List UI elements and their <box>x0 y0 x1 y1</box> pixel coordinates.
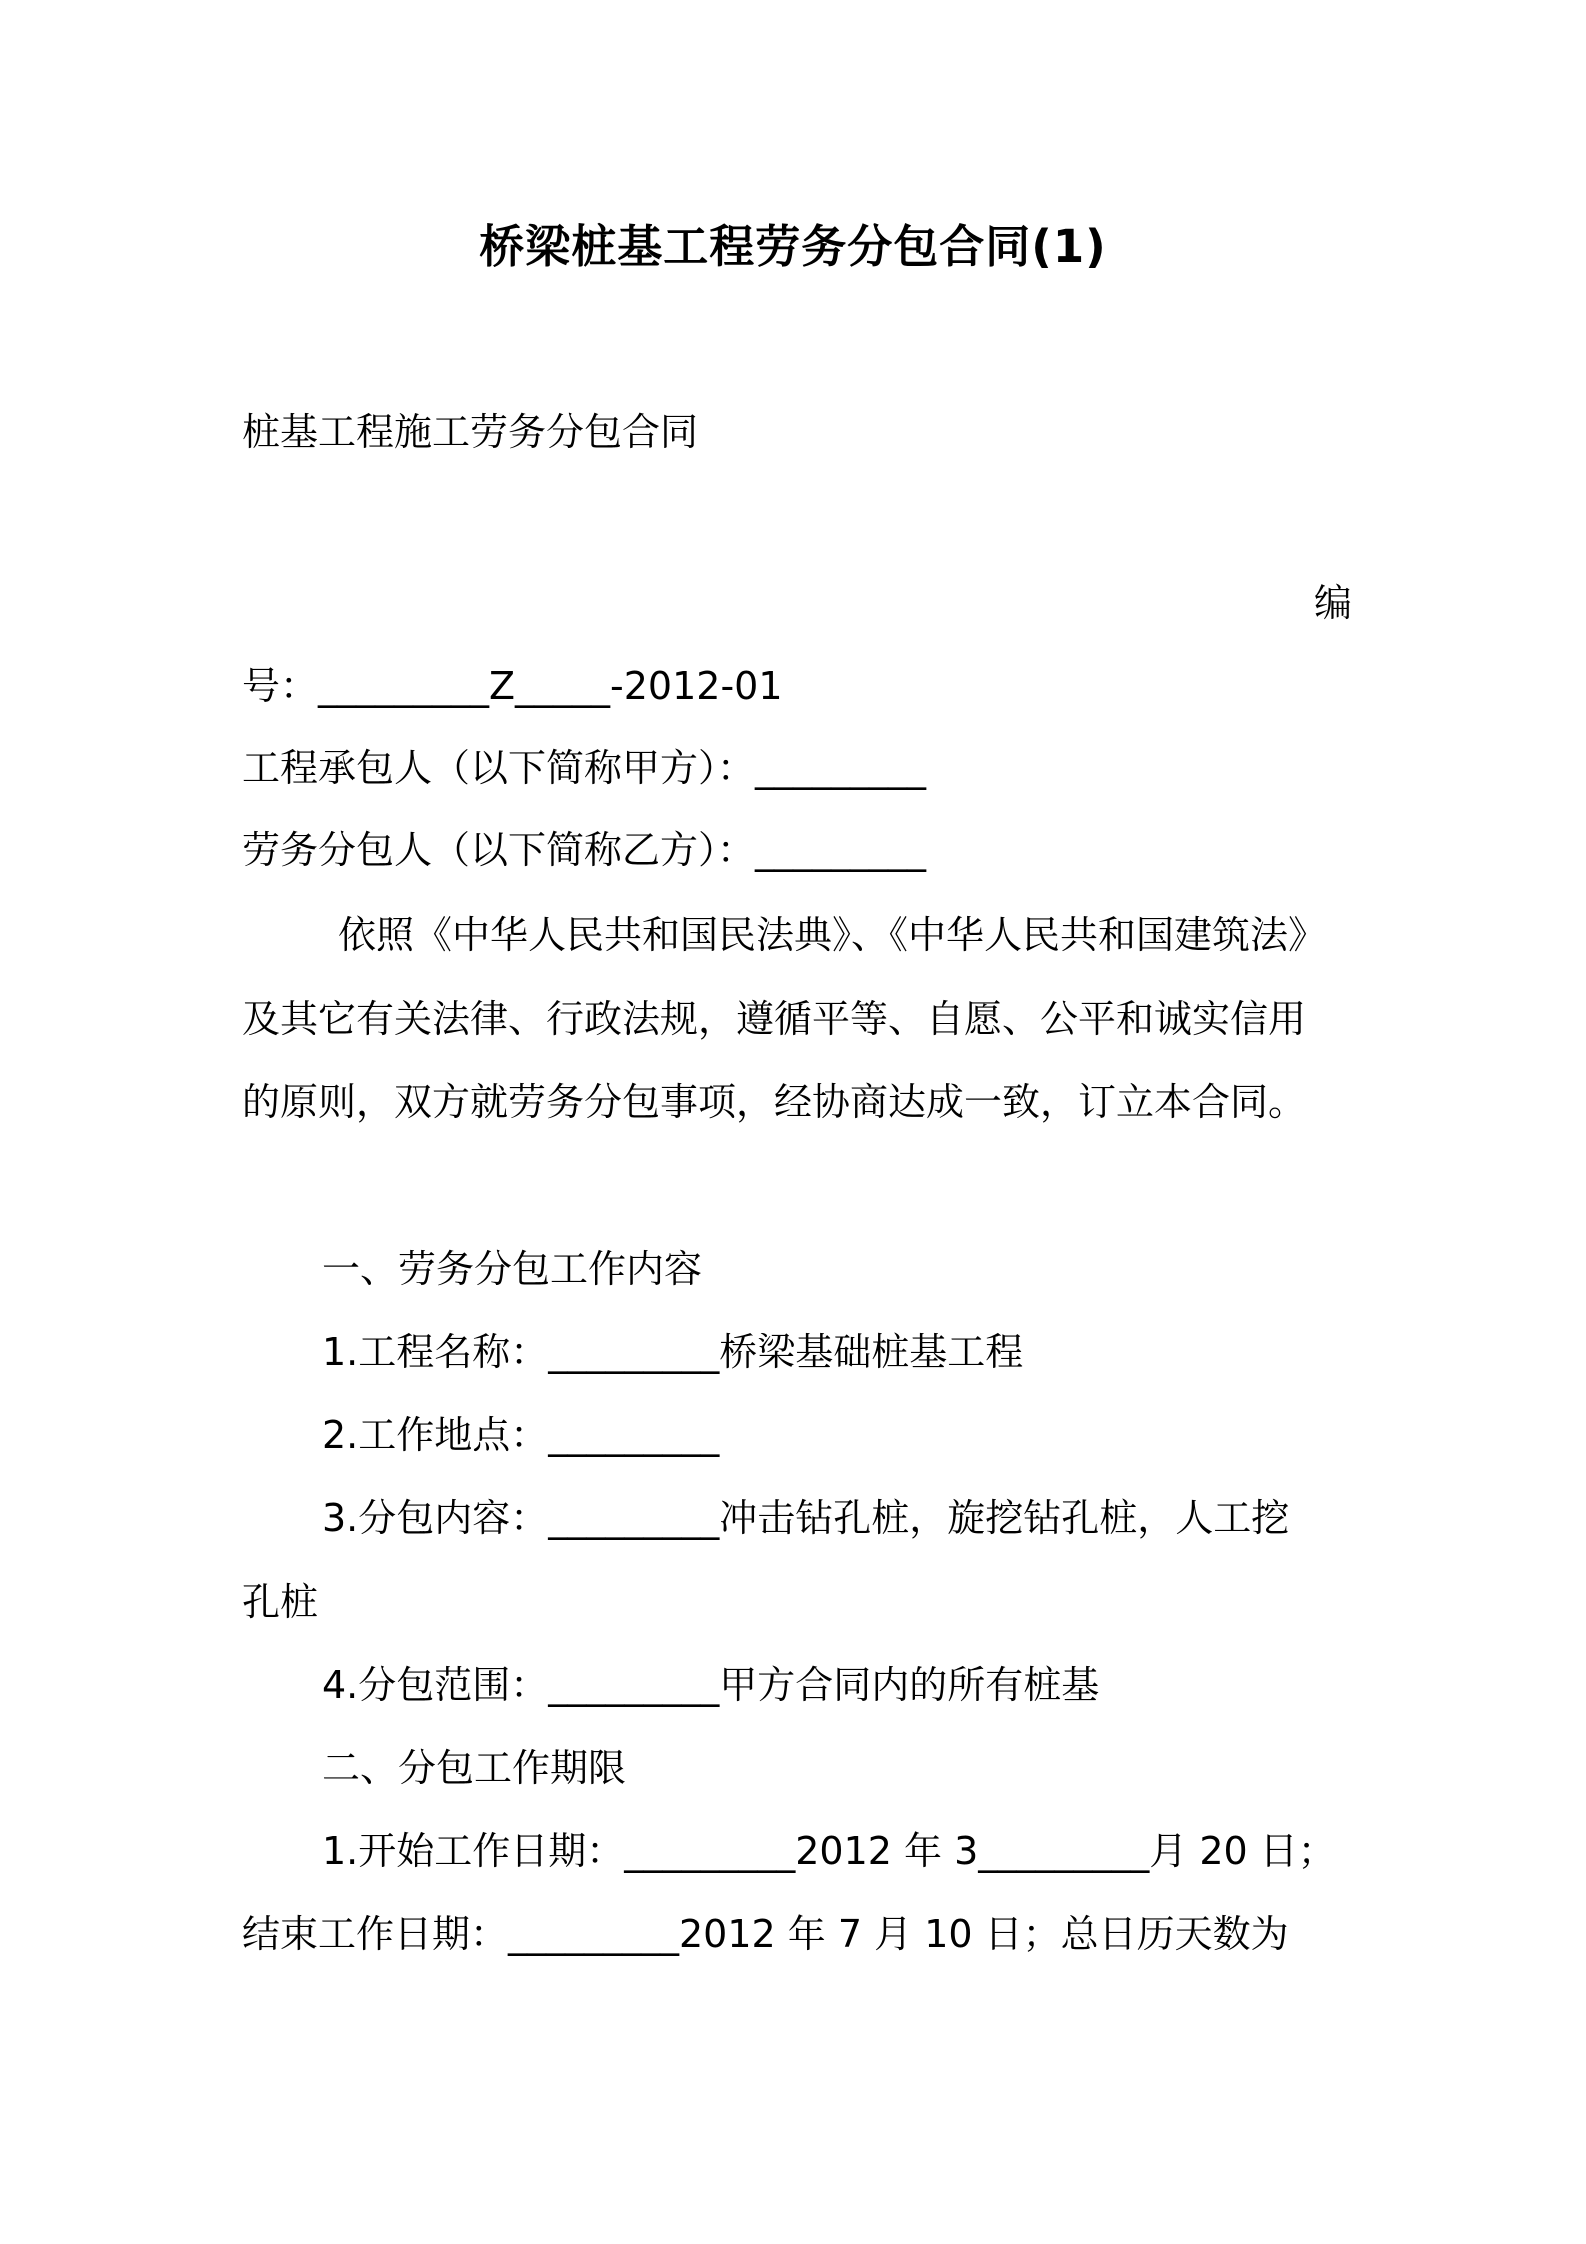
section1-item2: 2.工作地点：_________ <box>322 1413 720 1457</box>
party-b-line: 劳务分包人（以下简称乙方）：_________ <box>242 828 927 872</box>
section2-item1-cont: 结束工作日期：_________2012 年 7 月 10 日；总日历天数为 <box>242 1912 1289 1956</box>
party-a-line: 工程承包人（以下简称甲方）：_________ <box>242 746 927 790</box>
section1-item3: 3.分包内容：_________冲击钻孔桩，旋挖钻孔桩，人工挖 <box>322 1496 1290 1540</box>
section1-item3-cont: 孔桩 <box>242 1580 319 1624</box>
section1-heading: 一、劳务分包工作内容 <box>322 1247 703 1291</box>
section2-item1: 1.开始工作日期：_________2012 年 3_________月 20 日； <box>322 1829 1336 1873</box>
contract-number: 号：_________Z_____-2012-01 <box>242 664 783 708</box>
contract-number-label: 编 <box>1314 581 1353 625</box>
section1-item1: 1.工程名称：_________桥梁基础桩基工程 <box>322 1330 1024 1374</box>
preamble-line-1: 依照《中华人民共和国民法典》、《中华人民共和国建筑法》 <box>338 913 1327 957</box>
preamble-line-2: 及其它有关法律、行政法规，遵循平等、自愿、公平和诚实信用 <box>242 997 1307 1041</box>
section2-heading: 二、分包工作期限 <box>322 1746 627 1790</box>
section1-item4: 4.分包范围：_________甲方合同内的所有桩基 <box>322 1663 1100 1707</box>
document-subtitle: 桩基工程施工劳务分包合同 <box>242 410 699 454</box>
preamble-line-3: 的原则，双方就劳务分包事项，经协商达成一致，订立本合同。 <box>242 1080 1307 1124</box>
document-title: 桥梁桩基工程劳务分包合同(1) <box>479 220 1107 273</box>
